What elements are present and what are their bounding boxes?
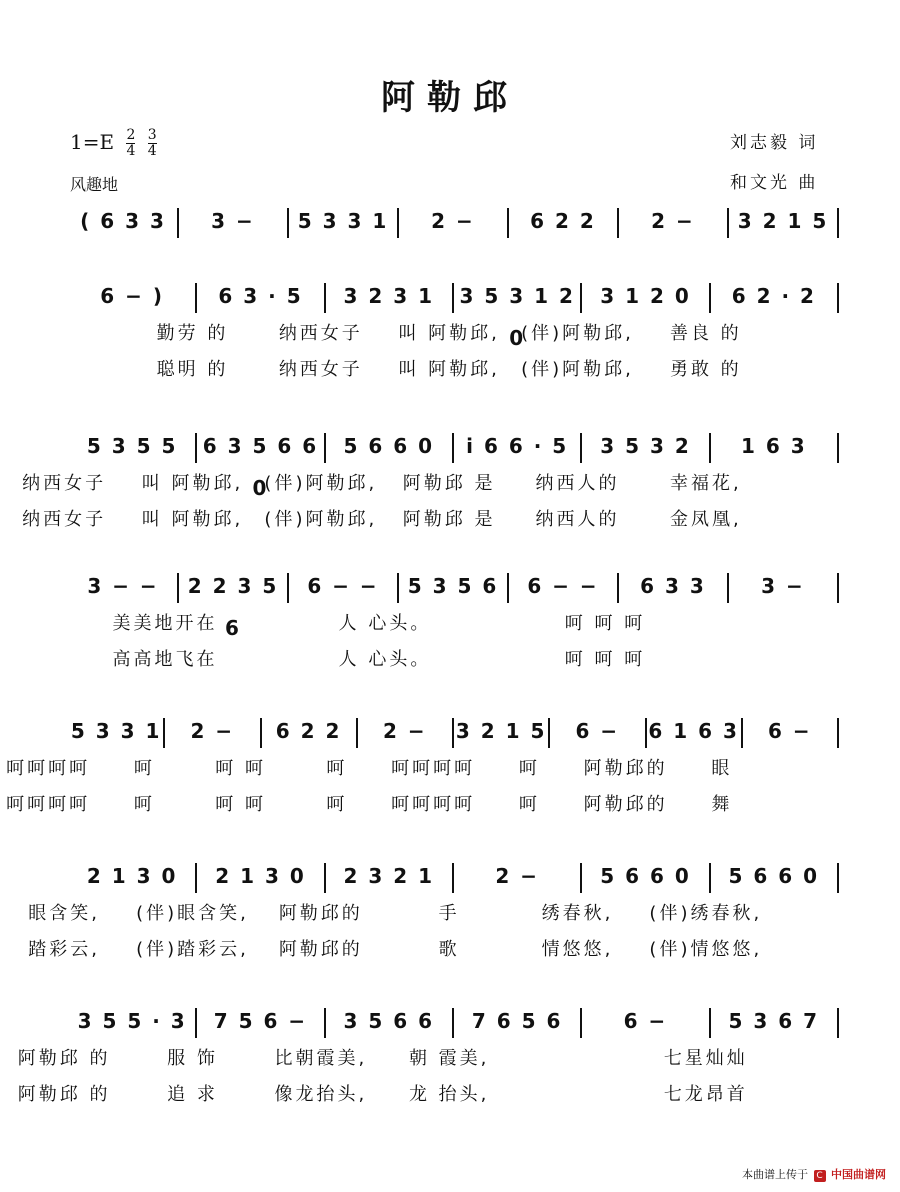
lyric-syllables: (伴)踏彩云, <box>136 939 249 960</box>
notes-row <box>68 855 838 897</box>
meter-two-four <box>126 128 135 159</box>
measure: 6 2 · 2 <box>731 284 816 308</box>
measure: 6 − − <box>527 574 599 598</box>
lyric-line-1 <box>0 901 770 931</box>
notes-row <box>68 1000 838 1042</box>
lyric-syllables: 纳西女子 <box>22 473 107 494</box>
notes-row <box>68 200 838 242</box>
lyric-syllables: 金凤凰, <box>669 509 742 530</box>
lyric-line-1 <box>0 1046 770 1076</box>
lyric-syllables: 人 心头。 <box>338 613 432 634</box>
measure: 2 − <box>431 209 475 233</box>
key-label: 1=E <box>70 130 115 154</box>
measure: 2 1 3 0 <box>86 864 178 888</box>
measure: 5 6 6 0 <box>728 864 820 888</box>
measure: 3 − <box>761 574 805 598</box>
lyric-syllables: 叫 阿勒邱, <box>398 323 500 344</box>
measure: 3 5 3 2 <box>600 434 691 458</box>
lyric-line-2 <box>0 647 770 677</box>
measure: 3 2 3 1 <box>343 284 435 308</box>
lyric-syllables: (伴)阿勒邱, <box>521 323 634 344</box>
lyric-syllables: (伴)阿勒邱, <box>264 509 378 530</box>
lyric-syllables: (伴)情悠悠, <box>649 939 763 960</box>
measure: ( 6 3 3 <box>80 209 166 233</box>
lyric-syllables: 叫 阿勒邱, <box>398 359 500 380</box>
lyric-syllables: 绣春秋, <box>541 903 614 924</box>
lyric-syllables: 阿勒邱 是 <box>402 473 496 494</box>
lyric-syllables: 阿勒邱的 <box>583 794 668 815</box>
measure: 2 1 3 0 <box>215 864 306 888</box>
measure: 5 3 3 1 <box>297 209 389 233</box>
lyric-line-2 <box>0 937 770 967</box>
measure: 2 2 3 5 6 <box>187 574 279 640</box>
measure: 3 2 1 5 <box>737 209 829 233</box>
lyric-syllables: (伴)眼含笑, <box>136 903 249 924</box>
lyric-syllables: 舞 <box>711 794 733 815</box>
lyric-line-1 <box>0 471 770 501</box>
site-logo-icon: C <box>814 1170 826 1182</box>
lyric-syllables: 阿勒邱 的 <box>17 1084 111 1105</box>
lyric-syllables: 呵呵呵呵 <box>6 794 91 815</box>
lyric-syllables: 人 心头。 <box>338 649 432 670</box>
lyric-syllables: 呵 <box>326 758 348 779</box>
footer-site: 中国曲谱网 <box>831 1168 886 1181</box>
lyric-syllables: 勤劳 的 <box>156 323 229 344</box>
lyric-syllables: 歌 <box>438 939 460 960</box>
measure: 6 3 3 <box>640 574 706 598</box>
lyric-syllables: 呵呵呵呵 <box>391 758 476 779</box>
lyric-syllables: 幸福花, <box>669 473 742 494</box>
measure: 3 1 2 0 <box>600 284 691 308</box>
footer-prefix: 本曲谱上传于 <box>742 1168 808 1181</box>
meter-a-denominator: 4 <box>126 143 136 159</box>
lyric-syllables: 呵 呵 <box>215 758 266 779</box>
lyric-line-2 <box>0 792 770 822</box>
notes-row <box>68 710 838 752</box>
lyric-syllables: 勇敢 的 <box>669 359 742 380</box>
lyric-syllables: 纳西人的 <box>535 509 620 530</box>
measure: 2 3 2 1 <box>343 864 435 888</box>
lyric-line-1 <box>0 321 770 351</box>
lyric-syllables: 呵 <box>518 794 540 815</box>
lyric-syllables: 像龙抬头, <box>274 1084 368 1105</box>
meter-b-numerator: 3 <box>147 127 157 143</box>
barline <box>837 208 839 238</box>
lyric-syllables: 阿勒邱的 <box>278 903 363 924</box>
lyric-syllables: 眼含笑, <box>28 903 101 924</box>
measure: 6 3 5 6 6 0 <box>202 434 319 500</box>
lyric-syllables: 手 <box>438 903 460 924</box>
lyric-syllables: (伴)阿勒邱, <box>521 359 634 380</box>
lyric-syllables: 龙 抬头, <box>408 1084 490 1105</box>
lyric-syllables: 呵呵呵呵 <box>6 758 91 779</box>
measure: 7 5 6 − <box>213 1009 308 1033</box>
measure: 5 3 6 7 <box>728 1009 820 1033</box>
lyric-syllables: 朝 霞美, <box>408 1048 490 1069</box>
measure: 6 − <box>623 1009 668 1033</box>
lyric-syllables: 叫 阿勒邱, <box>141 509 244 530</box>
lyric-syllables: 呵呵呵呵 <box>391 794 476 815</box>
meter-a-numerator: 2 <box>126 127 136 143</box>
measure: 5 3 5 5 <box>86 434 178 458</box>
barline <box>837 433 839 463</box>
lyric-syllables: 阿勒邱的 <box>278 939 363 960</box>
lyric-syllables: 呵 <box>518 758 540 779</box>
lyric-syllables: 七星灿灿 <box>663 1048 748 1069</box>
lyric-syllables: 眼 <box>711 758 733 779</box>
measure: 7 6 5 6 <box>471 1009 563 1033</box>
measure: 6 − ) <box>100 284 165 308</box>
meter-three-four <box>148 128 157 159</box>
barline <box>837 283 839 313</box>
barline <box>837 718 839 748</box>
source-footer <box>742 1166 886 1182</box>
lyric-line-2 <box>0 1082 770 1112</box>
lyric-syllables: 阿勒邱 的 <box>17 1048 111 1069</box>
barline <box>837 863 839 893</box>
measure: 2 − <box>190 719 235 743</box>
lyric-syllables: 情悠悠, <box>541 939 614 960</box>
lyric-syllables: 阿勒邱的 <box>583 758 668 779</box>
measure: 2 − <box>651 209 695 233</box>
measure: 6 2 2 <box>275 719 342 743</box>
meter-b-denominator: 4 <box>147 143 157 159</box>
lyric-syllables: 呵 呵 呵 <box>564 613 646 634</box>
measure: 6 1 6 3 <box>648 719 739 743</box>
measure: 3 − − <box>87 574 159 598</box>
lyric-syllables: 高高地飞在 <box>112 649 218 670</box>
lyricist-credit: 刘志毅 词 <box>730 133 819 153</box>
lyric-syllables: 七龙昂首 <box>663 1084 748 1105</box>
lyric-syllables: 服 饰 <box>167 1048 218 1069</box>
measure: 6 − <box>768 719 812 743</box>
lyric-line-1 <box>0 611 770 641</box>
lyric-syllables: 纳西女子 <box>278 323 363 344</box>
lyric-syllables: 呵 <box>133 758 155 779</box>
composer-credit: 和文光 曲 <box>730 173 819 193</box>
measure: 5 3 3 1 <box>70 719 162 743</box>
tempo-marking: 风趣地 <box>70 175 119 194</box>
lyric-syllables: 纳西人的 <box>535 473 620 494</box>
measure: 1 6 3 <box>740 434 807 458</box>
measure: 6 − <box>575 719 620 743</box>
measure: 3 5 5 · 3 <box>77 1009 187 1033</box>
measure: 6 3 · 5 <box>218 284 303 308</box>
lyric-syllables: 纳西女子 <box>22 509 107 530</box>
lyric-syllables: (伴)绣春秋, <box>649 903 763 924</box>
measure: 3 5 6 6 <box>343 1009 435 1033</box>
lyric-line-2 <box>0 357 770 387</box>
lyric-syllables: 呵 <box>133 794 155 815</box>
measure: 5 3 5 6 <box>407 574 499 598</box>
lyric-syllables: 善良 的 <box>669 323 742 344</box>
measure: 6 2 2 <box>530 209 596 233</box>
measure: 3 2 1 5 <box>455 719 547 743</box>
measure: 5 6 6 0 <box>600 864 691 888</box>
lyric-syllables: 呵 呵 <box>215 794 266 815</box>
measure: 2 − <box>495 864 539 888</box>
lyric-syllables: 阿勒邱 是 <box>402 509 496 530</box>
measure: 2 − <box>383 719 427 743</box>
barline <box>837 1008 839 1038</box>
lyric-syllables: 追 求 <box>167 1084 218 1105</box>
lyric-syllables: (伴)阿勒邱, <box>264 473 378 494</box>
lyric-line-1 <box>0 756 770 786</box>
lyric-syllables: 聪明 的 <box>156 359 229 380</box>
key-signature <box>70 128 157 159</box>
measure: i 6 6 · 5 <box>466 434 569 458</box>
lyric-syllables: 叫 阿勒邱, <box>141 473 244 494</box>
measure: 3 − <box>211 209 255 233</box>
measure: 5 6 6 0 <box>343 434 435 458</box>
lyric-syllables: 美美地开在 <box>112 613 218 634</box>
measure: 3 5 3 1 2 0 <box>459 284 575 350</box>
lyric-syllables: 踏彩云, <box>28 939 101 960</box>
lyric-syllables: 纳西女子 <box>278 359 363 380</box>
lyric-syllables: 呵 <box>326 794 348 815</box>
lyric-syllables: 比朝霞美, <box>274 1048 368 1069</box>
lyric-line-2 <box>0 507 770 537</box>
barline <box>837 573 839 603</box>
measure: 6 − − <box>307 574 379 598</box>
lyric-syllables: 呵 呵 呵 <box>564 649 646 670</box>
song-title: 阿勒邱 <box>381 78 519 118</box>
